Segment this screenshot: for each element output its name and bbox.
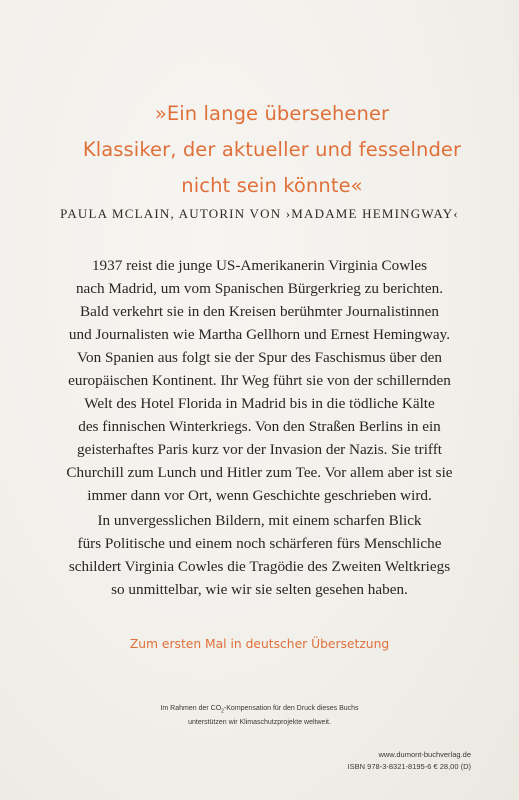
co2-line-2: unterstützen wir Klimaschutzprojekte weltweit. <box>188 719 331 727</box>
blurb-quote <box>52 96 492 204</box>
co2-compensation-note <box>0 703 519 728</box>
publisher-website: www.dumont-buchverlag.de <box>378 750 471 759</box>
text-line: europäischen Kontinent. Ihr Weg führt sie von der schillernden <box>68 372 451 389</box>
quote-line: nicht sein könnte« <box>181 174 363 197</box>
text-line: Churchill zum Lunch und Hitler zum Tee. Vor allem aber ist sie <box>66 464 453 481</box>
text-line: und Journalisten wie Martha Gellhorn und Ernest Hemingway. <box>68 326 451 343</box>
text-line: In unvergesslichen Bildern, mit einem scharfen Blick <box>97 512 422 529</box>
isbn-price: ISBN 978-3-8321-8195-6 € 28,00 (D) <box>347 762 471 771</box>
text-line: Welt des Hotel Florida in Madrid bis in die tödliche Kälte <box>84 395 435 412</box>
text-line: fürs Politische und einem noch schärferen fürs Menschliche <box>77 535 442 552</box>
co2-line-1: Im Rahmen der $CO_2$-Kompensation für den Druck dieses Buchs <box>160 705 359 715</box>
quote-attribution: PAULA MCLAIN, AUTORIN VON ›MADAME HEMINGWAY‹ <box>60 206 459 221</box>
text-line: schildert Virginia Cowles die Tragödie des Zweiten Weltkriegs <box>68 558 451 575</box>
text-line: Bald verkehrt sie in den Kreisen berühmter Journalistinnen <box>80 303 439 320</box>
description-paragraph-2 <box>0 509 519 601</box>
description-paragraph-1 <box>0 254 519 507</box>
text-line: immer dann vor Ort, wenn Geschichte geschrieben wird. <box>87 487 432 504</box>
text-line: des finnischen Winterkriegs. Von den Straßen Berlins in ein <box>78 418 441 435</box>
translation-note: Zum ersten Mal in deutscher Übersetzung <box>129 637 390 651</box>
quote-line: »Ein lange übersehener <box>154 102 390 125</box>
text-line: Von Spanien aus folgt sie der Spur des Faschismus über den <box>76 349 443 366</box>
publisher-info <box>251 749 471 773</box>
text-line: geisterhaftes Paris kurz vor der Invasion der Nazis. Sie trifft <box>77 441 442 458</box>
quote-line: Klassiker, der aktueller und fesselnder <box>82 138 462 161</box>
text-line: 1937 reist die junge US-Amerikanerin Virginia Cowles <box>91 257 428 274</box>
text-line: nach Madrid, um vom Spanischen Bürgerkrieg zu berichten. <box>75 280 444 297</box>
text-line: so unmittelbar, wie wir sie selten gesehen haben. <box>111 581 408 598</box>
